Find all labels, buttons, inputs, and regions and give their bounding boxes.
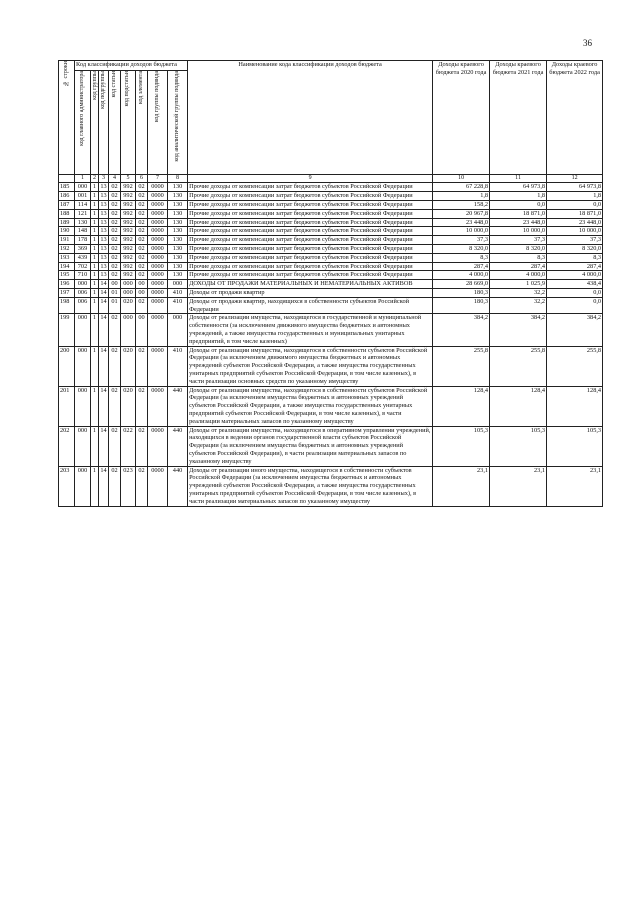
code-cell: 148 [75, 227, 91, 236]
column-number: 12 [547, 175, 603, 183]
code-cell: 1 [91, 466, 99, 506]
amount-2021-cell: 37,3 [490, 236, 547, 245]
page-number: 36 [583, 38, 592, 48]
code-cell: 1 [91, 209, 99, 218]
code-cell: 440 [168, 466, 188, 506]
code-cell: 02 [109, 426, 121, 466]
code-cell: 1 [91, 280, 99, 289]
amount-2020-cell: 384,2 [433, 314, 490, 346]
row-number-cell: 188 [59, 209, 75, 218]
amount-2021-cell: 8 320,0 [490, 245, 547, 254]
amount-2021-cell: 10 000,0 [490, 227, 547, 236]
code-cell: 114 [75, 201, 91, 210]
amount-2022-cell: 10 000,0 [547, 227, 603, 236]
amount-2021-cell: 1 025,9 [490, 280, 547, 289]
amount-2022-cell: 8,3 [547, 253, 603, 262]
amount-2020-cell: 8,3 [433, 253, 490, 262]
code-column-header: код главного администратора [75, 71, 91, 175]
amount-2021-cell: 23,1 [490, 466, 547, 506]
code-cell: 000 [75, 426, 91, 466]
code-cell: 130 [168, 262, 188, 271]
code-cell: 178 [75, 236, 91, 245]
amount-2020-cell: 23 448,0 [433, 218, 490, 227]
code-cell: 0000 [148, 218, 168, 227]
code-cell: 02 [136, 271, 148, 280]
code-cell: 006 [75, 289, 91, 298]
code-cell: 130 [168, 236, 188, 245]
code-cell: 020 [121, 346, 136, 386]
code-cell: 0000 [148, 297, 168, 314]
code-column-header: код подстатьи [121, 71, 136, 175]
code-cell: 0000 [148, 227, 168, 236]
code-cell: 02 [136, 253, 148, 262]
column-number: 2 [91, 175, 99, 183]
amount-2020-cell: 67 228,8 [433, 183, 490, 192]
code-cell: 022 [121, 426, 136, 466]
code-cell: 000 [75, 466, 91, 506]
column-number: 7 [148, 175, 168, 183]
code-cell: 439 [75, 253, 91, 262]
row-number-cell: 199 [59, 314, 75, 346]
row-number-cell: 200 [59, 346, 75, 386]
code-cell: 023 [121, 466, 136, 506]
revenue-name-cell: Доходы от реализации имущества, находящегося в собственности субъектов Российской Федерации (за исключением имущества бюджетных и автономных учреждений субъектов Российской Федерации, а также имущества государственных унитарных предприятий субъектов Российской Федерации, в том числе казенных), в части реализации материальных запасов по указанному имуществу [188, 386, 433, 426]
revenue-name-cell: Прочие доходы от компенсации затрат бюджетов субъектов Российской Федерации [188, 271, 433, 280]
table-row [59, 346, 603, 386]
code-cell: 020 [121, 386, 136, 426]
code-cell: 0000 [148, 386, 168, 426]
code-cell: 000 [168, 280, 188, 289]
code-cell: 02 [109, 245, 121, 254]
code-cell: 1 [91, 192, 99, 201]
code-cell: 1 [91, 346, 99, 386]
code-cell: 130 [168, 227, 188, 236]
code-cell: 02 [136, 183, 148, 192]
code-cell: 1 [91, 218, 99, 227]
code-cell: 02 [136, 236, 148, 245]
code-cell: 000 [168, 314, 188, 346]
amount-2022-cell: 1,8 [547, 192, 603, 201]
amount-2020-cell: 10 000,0 [433, 227, 490, 236]
table-row [59, 466, 603, 506]
revenue-name-cell: Прочие доходы от компенсации затрат бюджетов субъектов Российской Федерации [188, 192, 433, 201]
amount-2020-cell: 105,3 [433, 426, 490, 466]
code-cell: 006 [75, 297, 91, 314]
table-row [59, 386, 603, 426]
code-column-header: код аналитической группы подвида [168, 71, 188, 175]
table-row [59, 236, 603, 245]
code-cell: 1 [91, 227, 99, 236]
code-cell: 13 [100, 218, 107, 226]
row-number-cell: 192 [59, 245, 75, 254]
code-cell: 0000 [148, 183, 168, 192]
row-number-cell: 191 [59, 236, 75, 245]
amount-2020-cell: 8 320,0 [433, 245, 490, 254]
amount-2022-cell: 64 973,8 [547, 183, 603, 192]
amount-2021-cell: 0,0 [490, 201, 547, 210]
code-cell: 02 [136, 218, 148, 227]
code-cell: 0000 [148, 426, 168, 466]
code-cell: 02 [109, 253, 121, 262]
code-cell: 410 [168, 346, 188, 386]
revenue-name-cell: ДОХОДЫ ОТ ПРОДАЖИ МАТЕРИАЛЬНЫХ И НЕМАТЕРИАЛЬНЫХ АКТИВОВ [188, 280, 433, 289]
code-cell: 02 [109, 201, 121, 210]
table-row [59, 253, 603, 262]
column-number: 9 [188, 175, 433, 183]
amount-2022-cell: 23,1 [547, 466, 603, 506]
code-cell: 000 [75, 183, 91, 192]
code-cell: 992 [121, 253, 136, 262]
code-cell: 02 [109, 466, 121, 506]
revenue-name-cell: Прочие доходы от компенсации затрат бюджетов субъектов Российской Федерации [188, 183, 433, 192]
code-cell: 02 [136, 227, 148, 236]
table-row [59, 209, 603, 218]
code-cell: 0000 [148, 192, 168, 201]
code-cell: 02 [136, 245, 148, 254]
code-cell: 13 [100, 227, 107, 235]
code-cell: 001 [75, 192, 91, 201]
amount-2020-cell: 4 000,0 [433, 271, 490, 280]
amount-2020-cell: 255,8 [433, 346, 490, 386]
code-cell: 0000 [148, 280, 168, 289]
revenue-name-cell: Прочие доходы от компенсации затрат бюджетов субъектов Российской Федерации [188, 245, 433, 254]
code-cell: 14 [100, 280, 107, 288]
amount-2021-cell: 64 973,8 [490, 183, 547, 192]
table-row [59, 227, 603, 236]
code-cell: 1 [91, 236, 99, 245]
code-cell: 13 [100, 245, 107, 253]
amount-2021-cell: 287,4 [490, 262, 547, 271]
code-cell: 1 [91, 253, 99, 262]
revenue-name-cell: Прочие доходы от компенсации затрат бюджетов субъектов Российской Федерации [188, 218, 433, 227]
code-cell: 14 [99, 297, 109, 314]
code-cell: 13 [100, 183, 107, 191]
code-cell: 13 [100, 253, 107, 261]
code-cell: 13 [100, 236, 107, 244]
code-column-header: код группы подвида [148, 71, 168, 175]
amount-2021-cell: 32,2 [490, 289, 547, 298]
table-row [59, 289, 603, 298]
code-cell: 00 [136, 280, 148, 289]
code-cell: 0000 [148, 289, 168, 298]
code-cell: 130 [75, 218, 91, 227]
row-number-cell: 194 [59, 262, 75, 271]
amount-2022-cell: 105,3 [547, 426, 603, 466]
column-number: 8 [168, 175, 188, 183]
column-number: 3 [99, 175, 109, 183]
code-cell: 13 [100, 271, 107, 279]
row-number-cell: 193 [59, 253, 75, 262]
code-cell: 1 [91, 201, 99, 210]
code-cell: 440 [168, 386, 188, 426]
code-cell: 13 [100, 209, 107, 217]
code-cell: 0000 [148, 271, 168, 280]
code-cell: 992 [121, 218, 136, 227]
revenue-name-cell: Доходы от реализации имущества, находящегося в государственной и муниципальной собственности (за исключением движимого имущества бюджетных и автономных учреждений, а также имущества государственных и муниципальных унитарных предприятий, в том числе казенных) [188, 314, 433, 346]
code-column-header: код статьи [109, 71, 121, 175]
table-row [59, 280, 603, 289]
revenue-name-cell: Доходы от реализации имущества, находящегося в собственности субъектов Российской Федерации (за исключением движимого имущества бюджетных и автономных учреждений субъектов Российской Федерации, а также имущества государственных унитарных предприятий субъектов Российской Федерации, в том числе казенных), в части реализации основных средств по указанному имуществу [188, 346, 433, 386]
code-cell: 0000 [148, 209, 168, 218]
column-number: 5 [121, 175, 136, 183]
code-cell: 02 [109, 314, 121, 346]
table-row [59, 426, 603, 466]
code-cell: 13 [100, 201, 107, 209]
code-cell: 130 [168, 218, 188, 227]
code-cell: 440 [168, 426, 188, 466]
code-cell: 992 [121, 209, 136, 218]
table-row [59, 314, 603, 346]
code-cell: 00 [109, 280, 121, 289]
code-cell: 130 [168, 271, 188, 280]
table-row [59, 201, 603, 210]
revenue-name-cell: Доходы от реализации имущества, находящегося в оперативном управлении учреждений, находящихся в ведении органов государственной власти субъектов Российской Федерации (за исключением имущества бюджетных и автономных учреждений субъектов Российской Федерации), в части реализации материальных запасов по указанному имуществу [188, 426, 433, 466]
code-column-header: код подгруппы [99, 71, 109, 175]
column-number: 4 [109, 175, 121, 183]
code-cell: 02 [109, 386, 121, 426]
amount-2022-cell: 0,0 [547, 297, 603, 314]
code-cell: 02 [136, 346, 148, 386]
code-cell: 0000 [148, 236, 168, 245]
table-header [59, 61, 603, 183]
code-cell: 13 [100, 262, 107, 270]
amount-2022-cell: 128,4 [547, 386, 603, 426]
row-number-header: № строки [59, 61, 75, 175]
code-cell: 13 [100, 192, 107, 200]
code-cell: 02 [136, 386, 148, 426]
code-column-header: код элемента [136, 71, 148, 175]
amount-2020-cell: 23,1 [433, 466, 490, 506]
amount-2021-cell: 18 871,0 [490, 209, 547, 218]
amount-2021-cell: 23 448,0 [490, 218, 547, 227]
code-cell: 000 [121, 314, 136, 346]
amount-2020-cell: 1,8 [433, 192, 490, 201]
amount-2022-cell: 384,2 [547, 314, 603, 346]
table-row [59, 192, 603, 201]
amount-2021-cell: 8,3 [490, 253, 547, 262]
code-cell: 1 [91, 183, 99, 192]
revenue-name-cell: Прочие доходы от компенсации затрат бюджетов субъектов Российской Федерации [188, 227, 433, 236]
amount-2021-cell: 384,2 [490, 314, 547, 346]
table-row [59, 262, 603, 271]
code-cell: 710 [75, 271, 91, 280]
code-cell: 0000 [148, 346, 168, 386]
code-cell: 02 [136, 466, 148, 506]
revenue-name-cell: Прочие доходы от компенсации затрат бюджетов субъектов Российской Федерации [188, 209, 433, 218]
code-cell: 020 [121, 297, 136, 314]
code-cell: 02 [109, 192, 121, 201]
code-cell: 1 [91, 262, 99, 271]
code-cell: 02 [109, 218, 121, 227]
column-number: 11 [490, 175, 547, 183]
code-cell: 1 [91, 271, 99, 280]
table-row [59, 218, 603, 227]
amount-2022-cell: 4 000,0 [547, 271, 603, 280]
amount-2020-cell: 128,4 [433, 386, 490, 426]
code-cell: 000 [121, 280, 136, 289]
code-cell: 1 [91, 289, 99, 298]
row-number-cell: 185 [59, 183, 75, 192]
code-cell: 1 [91, 314, 99, 346]
code-cell: 02 [109, 209, 121, 218]
table-row [59, 183, 603, 192]
amount-2022-cell: 0,0 [547, 289, 603, 298]
classification-group-header: Код классификации доходов бюджета [75, 61, 188, 71]
code-cell: 0000 [148, 201, 168, 210]
revenue-name-cell: Прочие доходы от компенсации затрат бюджетов субъектов Российской Федерации [188, 201, 433, 210]
row-number-cell: 197 [59, 289, 75, 298]
code-cell: 992 [121, 262, 136, 271]
code-cell: 992 [121, 192, 136, 201]
code-cell: 02 [109, 262, 121, 271]
code-cell: 01 [109, 289, 121, 298]
amount-2020-cell: 180,3 [433, 297, 490, 314]
code-cell: 0000 [148, 253, 168, 262]
code-cell: 702 [75, 262, 91, 271]
amount-2020-cell: 180,3 [433, 289, 490, 298]
table-body [59, 183, 603, 506]
revenue-name-cell: Прочие доходы от компенсации затрат бюджетов субъектов Российской Федерации [188, 262, 433, 271]
code-cell: 992 [121, 227, 136, 236]
column-number [59, 175, 75, 183]
row-number-cell: 195 [59, 271, 75, 280]
revenue-name-cell: Прочие доходы от компенсации затрат бюджетов субъектов Российской Федерации [188, 253, 433, 262]
code-cell: 00 [136, 289, 148, 298]
code-cell: 0000 [148, 245, 168, 254]
code-cell: 1 [91, 297, 99, 314]
row-number-cell: 189 [59, 218, 75, 227]
amount-2021-cell: 1,8 [490, 192, 547, 201]
code-cell: 02 [109, 236, 121, 245]
row-number-cell: 202 [59, 426, 75, 466]
row-number-cell: 198 [59, 297, 75, 314]
amount-2022-cell: 37,3 [547, 236, 603, 245]
code-cell: 00 [136, 314, 148, 346]
code-cell: 992 [121, 245, 136, 254]
code-cell: 992 [121, 201, 136, 210]
amount-2020-cell: 37,3 [433, 236, 490, 245]
code-cell: 130 [168, 209, 188, 218]
code-cell: 0000 [148, 314, 168, 346]
code-cell: 02 [136, 201, 148, 210]
amount-2022-cell: 0,0 [547, 201, 603, 210]
code-cell: 130 [168, 245, 188, 254]
row-number-cell: 190 [59, 227, 75, 236]
code-cell: 02 [109, 227, 121, 236]
code-cell: 02 [136, 209, 148, 218]
amount-2020-cell: 287,4 [433, 262, 490, 271]
code-cell: 992 [121, 271, 136, 280]
row-number-cell: 187 [59, 201, 75, 210]
table-row [59, 271, 603, 280]
code-cell: 14 [99, 346, 109, 386]
code-cell: 02 [109, 271, 121, 280]
table-row [59, 245, 603, 254]
amount-2022-cell: 18 871,0 [547, 209, 603, 218]
code-cell: 02 [136, 262, 148, 271]
amount-2022-cell: 287,4 [547, 262, 603, 271]
code-cell: 410 [168, 297, 188, 314]
row-number-cell: 201 [59, 386, 75, 426]
code-cell: 000 [75, 386, 91, 426]
revenue-name-cell: Доходы от продажи квартир [188, 289, 433, 298]
name-column-header: Наименование кода классификации доходов бюджета [188, 61, 433, 175]
code-cell: 992 [121, 236, 136, 245]
year-2021-header: Доходы краевого бюджета 2021 года [490, 61, 547, 175]
row-number-cell: 203 [59, 466, 75, 506]
code-cell: 02 [136, 297, 148, 314]
column-number: 6 [136, 175, 148, 183]
amount-2021-cell: 255,8 [490, 346, 547, 386]
amount-2021-cell: 4 000,0 [490, 271, 547, 280]
code-column-header: код группы [91, 71, 99, 175]
column-number: 1 [75, 175, 91, 183]
code-cell: 000 [75, 346, 91, 386]
code-cell: 01 [109, 297, 121, 314]
row-number-cell: 196 [59, 280, 75, 289]
revenue-table [58, 60, 603, 507]
column-number-row [59, 175, 603, 183]
code-cell: 14 [99, 386, 109, 426]
code-cell: 000 [75, 314, 91, 346]
amount-2022-cell: 438,4 [547, 280, 603, 289]
amount-2022-cell: 8 320,0 [547, 245, 603, 254]
amount-2021-cell: 105,3 [490, 426, 547, 466]
amount-2022-cell: 23 448,0 [547, 218, 603, 227]
code-cell: 410 [168, 289, 188, 298]
code-cell: 1 [91, 245, 99, 254]
code-cell: 14 [100, 289, 107, 296]
code-cell: 130 [168, 183, 188, 192]
code-cell: 130 [168, 253, 188, 262]
year-2022-header: Доходы краевого бюджета 2022 года [547, 61, 603, 175]
code-cell: 000 [75, 280, 91, 289]
revenue-name-cell: Доходы от продажи квартир, находящихся в собственности субъектов Российской Федерации [188, 297, 433, 314]
revenue-name-cell: Прочие доходы от компенсации затрат бюджетов субъектов Российской Федерации [188, 236, 433, 245]
amount-2020-cell: 158,2 [433, 201, 490, 210]
code-cell: 14 [99, 426, 109, 466]
code-cell: 0000 [148, 466, 168, 506]
code-cell: 130 [168, 192, 188, 201]
code-cell: 14 [99, 466, 109, 506]
code-cell: 02 [109, 183, 121, 192]
code-cell: 0000 [148, 262, 168, 271]
revenue-name-cell: Доходы от реализации иного имущества, находящегося в собственности субъектов Российской Федерации (за исключением имущества бюджетных и автономных учреждений субъектов Российской Федерации, а также имущества государственных унитарных предприятий субъектов Российской Федерации, в том числе казенных), в части реализации материальных запасов по указанному имуществу [188, 466, 433, 506]
code-cell: 02 [109, 346, 121, 386]
code-cell: 14 [99, 314, 109, 346]
amount-2020-cell: 20 967,8 [433, 209, 490, 218]
amount-2021-cell: 32,2 [490, 297, 547, 314]
amount-2022-cell: 255,8 [547, 346, 603, 386]
code-cell: 130 [168, 201, 188, 210]
code-cell: 992 [121, 183, 136, 192]
code-cell: 1 [91, 426, 99, 466]
table-row [59, 297, 603, 314]
code-cell: 369 [75, 245, 91, 254]
amount-2020-cell: 28 669,0 [433, 280, 490, 289]
amount-2021-cell: 128,4 [490, 386, 547, 426]
code-cell: 02 [136, 426, 148, 466]
row-number-cell: 186 [59, 192, 75, 201]
code-cell: 000 [121, 289, 136, 298]
year-2020-header: Доходы краевого бюджета 2020 года [433, 61, 490, 175]
column-number: 10 [433, 175, 490, 183]
code-cell: 1 [91, 386, 99, 426]
code-cell: 02 [136, 192, 148, 201]
code-cell: 121 [75, 209, 91, 218]
